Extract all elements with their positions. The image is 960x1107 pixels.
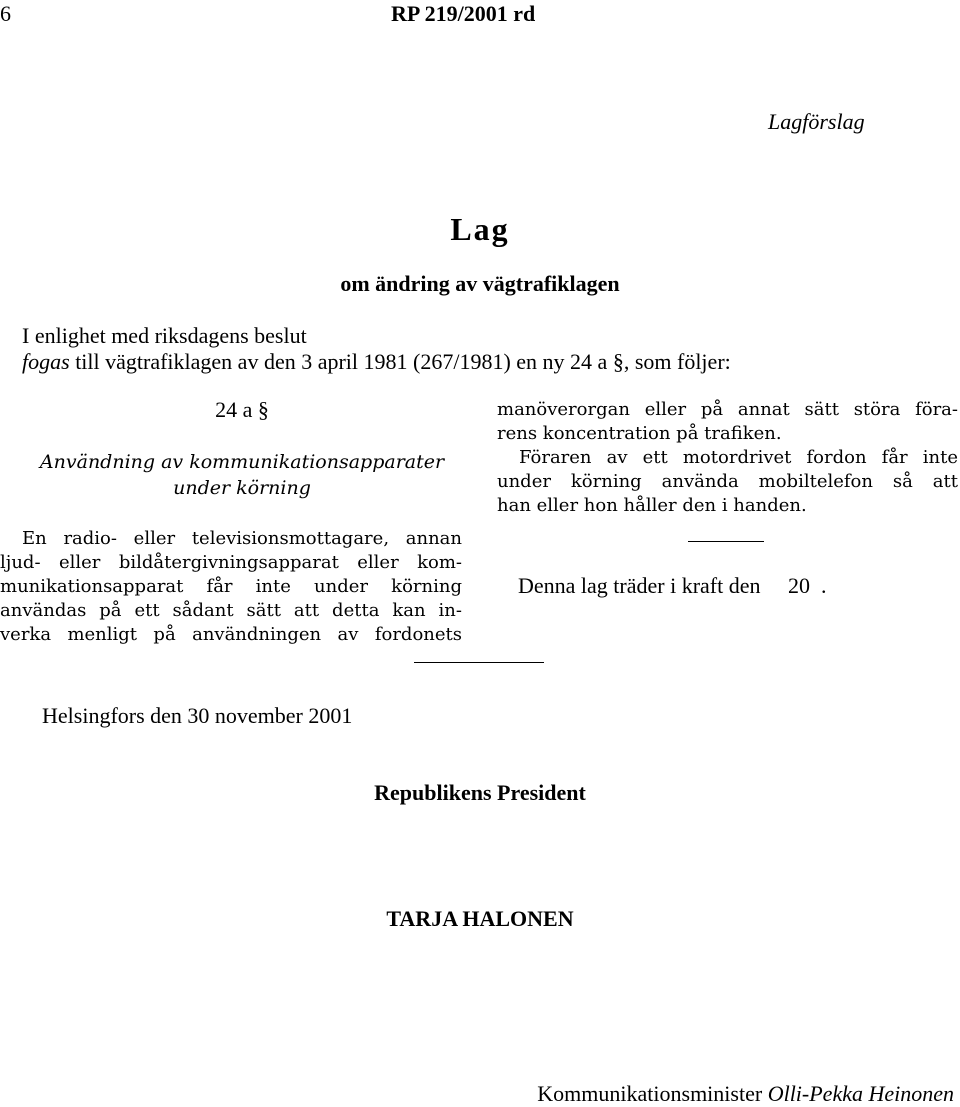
right-line: han eller hon håller den i handen. [497,495,807,516]
proposal-label: Lagförslag [768,109,865,134]
right-line: manöverorgan eller på annat sätt störa föra- [497,399,958,420]
place-date: Helsingfors den 30 november 2001 [42,703,353,728]
section-number: 24 a § [215,397,269,422]
preamble-line-1: I enlighet med riksdagens beslut [22,323,307,348]
minister-signature [537,1081,954,1107]
preamble-fogas: fogas [22,349,70,374]
left-line: verka menligt på användningen av fordonets [0,624,462,645]
section-heading-line-2: under körning [173,477,311,499]
entry-into-force: Denna lag träder i kraft den 20 . [518,573,827,598]
right-line: rens koncentration på trafiken. [497,423,782,444]
section-right-text [497,398,958,518]
law-subtitle: om ändring av vägtrafiklagen [340,271,620,296]
preamble-rest: till vägtrafiklagen av den 3 april 1981 (267/1981) en ny 24 a §, som följer: [69,349,731,374]
page-number: 6 [0,1,11,26]
right-line: under körning använda mobiltelefon så att [497,471,958,492]
document-reference: RP 219/2001 rd [391,1,536,26]
minister-title: Kommunikationsminister [537,1081,763,1106]
minister-name: Olli-Pekka Heinonen [767,1081,954,1106]
left-line: munikationsapparat får inte under körning [0,576,462,597]
president-name: TARJA HALONEN [386,906,574,931]
left-line: En radio- eller televisionsmottagare, annan [22,528,462,549]
section-left-text [0,527,462,647]
left-line: användas på ett sådant sätt att detta kan in- [0,600,462,621]
closing-rule [414,662,544,663]
right-line: Föraren av ett motordrivet fordon får inte [519,447,958,468]
president-title: Republikens President [374,780,586,805]
left-line: ljud- eller bildåtergivningsapparat eller kom- [0,552,462,573]
short-rule-right [688,541,764,542]
law-title: Lag [450,211,510,247]
preamble-line-2 [22,349,731,375]
section-heading-line-1: Användning av kommunikationsapparater [39,451,445,473]
